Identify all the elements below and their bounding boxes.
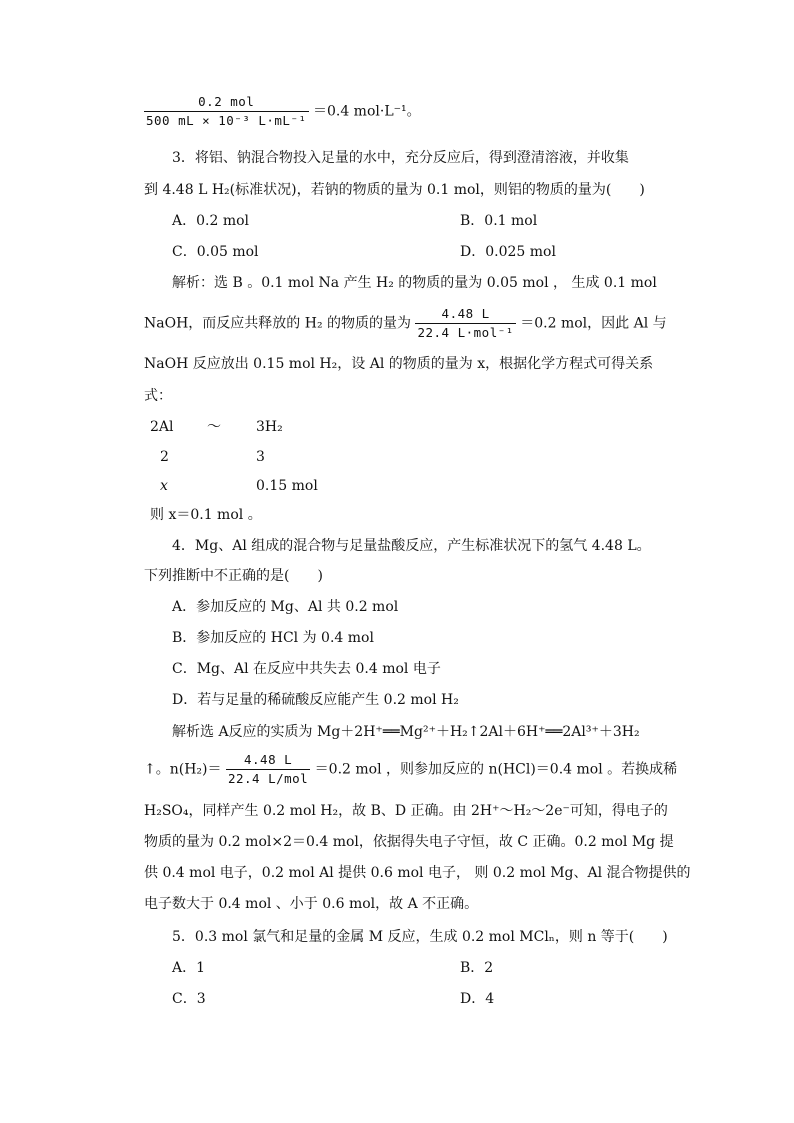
relation-right-1: 3H₂ xyxy=(256,419,283,435)
q3-stem-line2: 到 4.48 L H₂(标准状况)，若钠的物质的量为 0.1 mol，则铝的物质的量为( ) xyxy=(144,182,645,198)
q5-option-b: B．2 xyxy=(460,960,494,976)
top-fraction-denominator: 500 mL × 10⁻³ L·mL⁻¹ xyxy=(146,113,307,128)
relation-right-2: 3 xyxy=(256,449,265,465)
q4-option-a: A．参加反应的 Mg、Al 共 0.2 mol xyxy=(172,599,399,615)
q4-solution-line2 xyxy=(144,752,677,787)
q4-solution-line1: 解析选 A反应的实质为 Mg＋2H⁺══Mg²⁺＋H₂↑2Al＋6H⁺══2Al³⁺＋3H₂ xyxy=(172,724,640,740)
top-result: ＝0.4 mol·L⁻¹。 xyxy=(312,103,421,120)
q3-solution-line2 xyxy=(144,306,667,341)
q4-solution-fraction xyxy=(226,752,310,787)
q4-option-c: C．Mg、Al 在反应中共失去 0.4 mol 电子 xyxy=(172,661,441,677)
q4-solution-line4: 物质的量为 0.2 mol×2＝0.4 mol，依据得失电子守恒，故 C 正确。0.2 mol Mg 提 xyxy=(144,834,674,850)
q3-option-c: C．0.05 mol xyxy=(172,244,259,260)
relation-tilde: ～ xyxy=(207,419,221,435)
q4-solution-line2-pre: ↑。n(H₂)＝ xyxy=(144,761,222,778)
q3-solution-fraction xyxy=(415,306,515,341)
q3-solution-line2-pre: NaOH，而反应共释放的 H₂ 的物质的量为 xyxy=(144,315,412,332)
q3-solution-line3: NaOH 反应放出 0.15 mol H₂，设 Al 的物质的量为 x，根据化学方程式可得关系 xyxy=(144,356,654,372)
top-fraction-numerator: 0.2 mol xyxy=(144,94,309,112)
relation-left-1: 2Al xyxy=(150,419,174,435)
q3-conclusion: 则 x＝0.1 mol 。 xyxy=(150,507,262,523)
q3-solution-line2-post: ＝0.2 mol，因此 Al 与 xyxy=(520,315,667,332)
top-fraction xyxy=(144,94,309,129)
q4-option-d: D．若与足量的稀硫酸反应能产生 0.2 mol H₂ xyxy=(172,692,459,708)
q4-option-b: B．参加反应的 HCl 为 0.4 mol xyxy=(172,630,374,646)
top-calculation xyxy=(144,94,421,129)
q5-option-c: C．3 xyxy=(172,991,206,1007)
q3-option-a: A．0.2 mol xyxy=(172,213,250,229)
q5-stem: 5．0.3 mol 氯气和足量的金属 M 反应，生成 0.2 mol MClₙ，则 n 等于( ) xyxy=(172,929,668,945)
q5-option-d: D．4 xyxy=(460,991,495,1007)
q4-solution-line2-post: ＝0.2 mol ，则参加反应的 n(HCl)＝0.4 mol 。若换成稀 xyxy=(314,761,678,778)
q4-solution-line5: 供 0.4 mol 电子，0.2 mol Al 提供 0.6 mol 电子， 则 0.2 mol Mg、Al 混合物提供的 xyxy=(144,865,691,881)
q4-stem-line2: 下列推断中不正确的是( ) xyxy=(144,568,323,584)
q4-fraction-denominator: 22.4 L/mol xyxy=(227,771,309,786)
q4-fraction-numerator: 4.48 L xyxy=(226,752,310,770)
relation-left-3: x xyxy=(160,478,168,494)
q3-option-d: D．0.025 mol xyxy=(460,244,556,260)
relation-left-2: 2 xyxy=(160,449,169,465)
relation-right-3: 0.15 mol xyxy=(256,478,318,494)
q3-fraction-numerator: 4.48 L xyxy=(415,306,515,324)
q4-stem-line1: 4．Mg、Al 组成的混合物与足量盐酸反应，产生标准状况下的氢气 4.48 L。 xyxy=(172,538,651,554)
q5-option-a: A．1 xyxy=(172,960,206,976)
q3-solution-line4: 式： xyxy=(144,388,172,404)
q3-solution-line1: 解析：选 B 。0.1 mol Na 产生 H₂ 的物质的量为 0.05 mol ， 生成 0.1 mol xyxy=(172,275,657,291)
q4-solution-line3: H₂SO₄，同样产生 0.2 mol H₂，故 B、D 正确。由 2H⁺～H₂～2e⁻可知，得电子的 xyxy=(144,803,668,819)
q3-stem-line1: 3．将铝、钠混合物投入足量的水中，充分反应后，得到澄清溶液，并收集 xyxy=(172,150,629,166)
q4-solution-line6: 电子数大于 0.4 mol 、小于 0.6 mol，故 A 不正确。 xyxy=(144,896,479,912)
q3-option-b: B．0.1 mol xyxy=(460,213,538,229)
q3-fraction-denominator: 22.4 L·mol⁻¹ xyxy=(417,325,514,340)
